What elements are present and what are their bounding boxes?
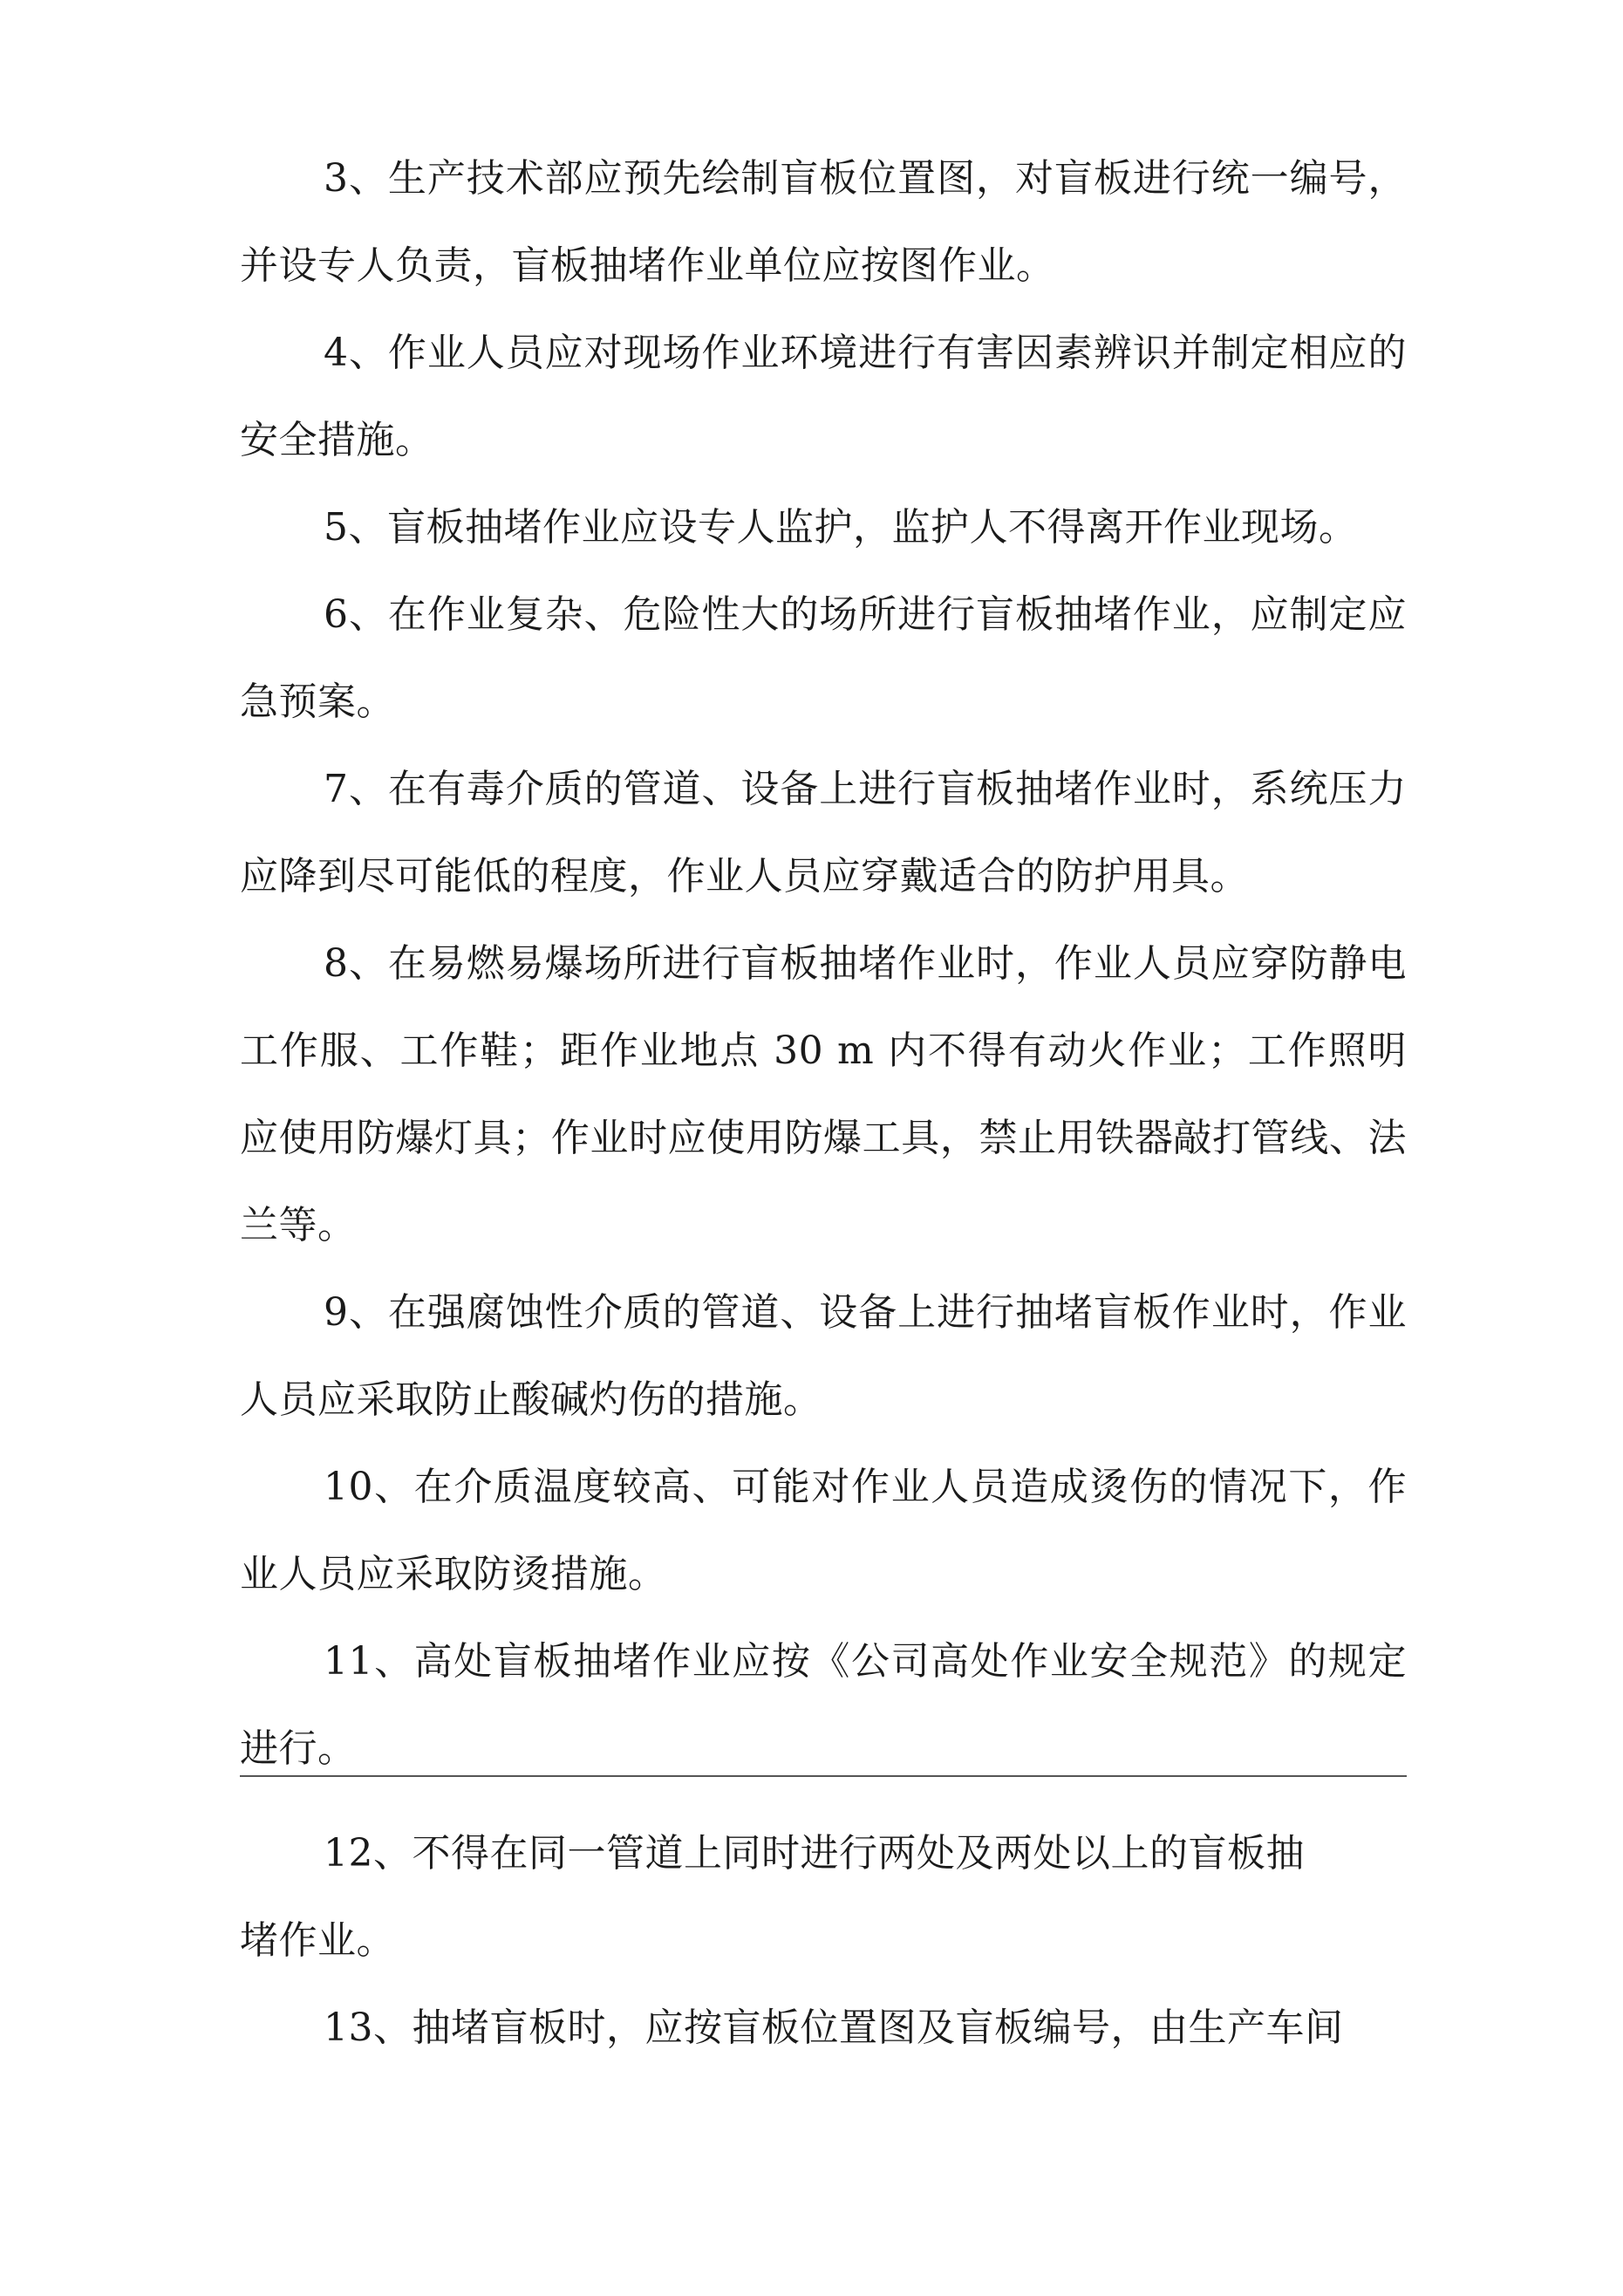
paragraph-item-6: 6、在作业复杂、危险性大的场所进行盲板抽堵作业，应制定应急预案。: [240, 592, 1407, 724]
paragraph-item-4: 4、作业人员应对现场作业环境进行有害因素辨识并制定相应的安全措施。: [240, 331, 1407, 462]
paragraph-item-10: 10、在介质温度较高、可能对作业人员造成烫伤的情况下，作业人员应采取防烫措施。: [240, 1465, 1407, 1596]
paragraph-item-7: 7、在有毒介质的管道、设备上进行盲板抽堵作业时，系统压力应降到尽可能低的程度，作业人员应穿戴适合的防护用具。: [240, 767, 1407, 899]
paragraph-item-8: 8、在易燃易爆场所进行盲板抽堵作业时，作业人员应穿防静电工作服、工作鞋；距作业地点 30 m 内不得有动火作业；工作照明应使用防爆灯具；作业时应使用防爆工具，禁止用铁器敲打管线、法兰等。: [240, 941, 1407, 1247]
paragraph-item-12: 12、不得在同一管道上同时进行两处及两处以上的盲板抽堵作业。: [240, 1831, 1305, 1963]
paragraph-item-9: 9、在强腐蚀性介质的管道、设备上进行抽堵盲板作业时，作业人员应采取防止酸碱灼伤的措施。: [240, 1290, 1407, 1422]
page-divider: [240, 1775, 1407, 1777]
paragraph-item-13: 13、抽堵盲板时，应按盲板位置图及盲板编号，由生产车间: [324, 2006, 1344, 2050]
paragraph-item-5: 5、盲板抽堵作业应设专人监护，监护人不得离开作业现场。: [324, 505, 1358, 550]
paragraph-item-3: 3、生产技术部应预先绘制盲板位置图，对盲板进行统一编号，并设专人负责，盲板抽堵作业单位应按图作业。: [240, 156, 1407, 288]
paragraph-item-11: 11、高处盲板抽堵作业应按《公司高处作业安全规范》的规定进行。: [240, 1639, 1407, 1771]
